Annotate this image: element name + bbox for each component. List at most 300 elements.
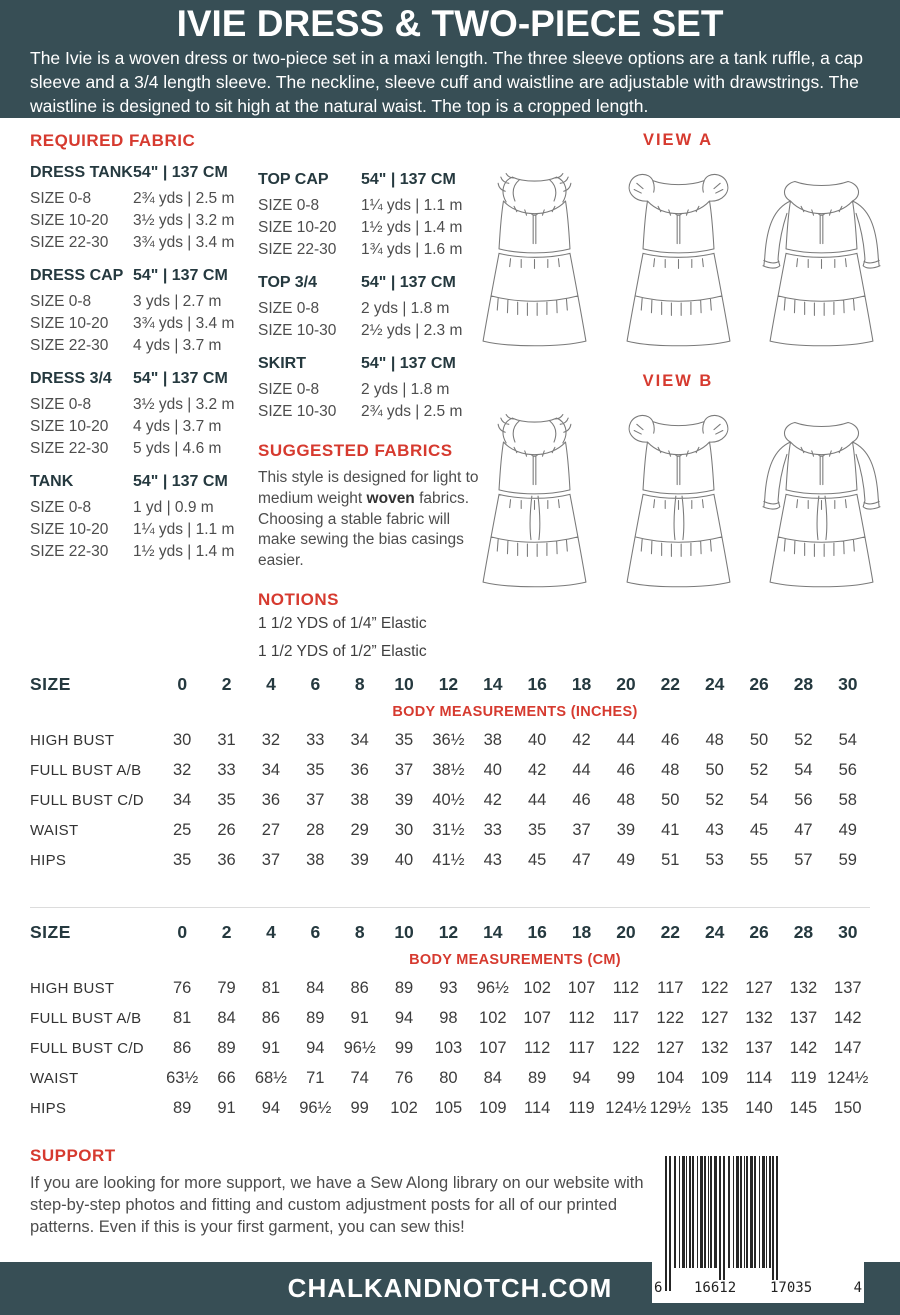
- fabric-size-range: SIZE 10-20: [30, 418, 109, 435]
- fabric-yardage-row: [258, 379, 483, 401]
- measurement-value: 147: [834, 1038, 862, 1057]
- fabric-yardage-value: 2 yds | 1.8 m: [361, 300, 450, 317]
- fabric-yardage-value: 1½ yds | 1.4 m: [361, 219, 463, 236]
- measurement-value: 54: [749, 790, 769, 809]
- fabric-item-name: DRESS CAP: [30, 267, 124, 284]
- fabric-yardage-row: [30, 291, 258, 313]
- fabric-group-skirt: [258, 355, 483, 423]
- measurement-value: 63½: [166, 1068, 199, 1087]
- measurement-value: 35: [173, 850, 192, 869]
- dress-illustration-threeq: [755, 154, 888, 358]
- fabric-width-label: 54" | 137 CM: [133, 164, 228, 181]
- fabric-size-range: SIZE 10-20: [30, 212, 109, 229]
- fabric-group-dress-tank: [30, 164, 258, 254]
- suggested-fabrics-heading: SUGGESTED FABRICS: [258, 441, 453, 460]
- fabric-column-mid-section: [258, 158, 483, 666]
- measurement-value: 117: [657, 978, 684, 997]
- size-column-4: 4: [266, 674, 276, 694]
- measurement-value: 47: [572, 850, 591, 869]
- barcode-bar: [772, 1156, 774, 1291]
- measurement-value: 117: [568, 1038, 595, 1057]
- measurement-value: 132: [700, 1038, 729, 1057]
- fabric-size-range: SIZE 0-8: [258, 381, 320, 398]
- measurement-value: 38: [483, 730, 502, 749]
- measurement-row-waist: [30, 815, 870, 845]
- measurement-value: 39: [394, 790, 414, 809]
- size-column-18: 18: [571, 674, 592, 694]
- fabric-yardage-row: [258, 217, 483, 239]
- measurement-value: 76: [394, 1068, 414, 1087]
- measurement-value: 137: [789, 1008, 818, 1027]
- measurement-value: 84: [483, 1068, 502, 1087]
- upc-barcode: [652, 1150, 864, 1303]
- fabric-width-label: 54" | 137 CM: [361, 355, 456, 372]
- measurement-row-high-bust: [30, 973, 870, 1003]
- measurement-value: 42: [483, 790, 502, 809]
- support-heading: SUPPORT: [30, 1146, 116, 1165]
- fabric-yardage-row: [30, 313, 258, 335]
- two-piece-illustration-threeq: [755, 395, 888, 599]
- size-column-26: 26: [749, 922, 769, 942]
- measurement-label: HIPS: [30, 851, 67, 869]
- barcode-bar: [769, 1156, 771, 1268]
- measurement-value: 54: [838, 730, 857, 749]
- suggested-fabrics-text-before: This style is designed for light to medium weight: [258, 469, 479, 507]
- measurement-label: HIGH BUST: [30, 979, 115, 997]
- section-label-cm: BODY MEASUREMENTS (CM): [409, 952, 621, 968]
- measurement-value: 150: [834, 1098, 862, 1117]
- measurement-value: 76: [173, 978, 192, 997]
- measurement-value: 103: [434, 1038, 463, 1057]
- view-block-view-a: [468, 131, 888, 358]
- fabric-yardage-value: 2½ yds | 2.3 m: [361, 322, 463, 339]
- measurement-value: 45: [528, 850, 547, 869]
- fabric-size-range: SIZE 10-30: [258, 322, 337, 339]
- measurement-value: 36: [261, 790, 281, 809]
- measurement-value: 57: [794, 850, 813, 869]
- fabric-size-range: SIZE 22-30: [258, 241, 337, 258]
- barcode-digit-group: 16612: [694, 1280, 737, 1296]
- fabric-width-label: 54" | 137 CM: [133, 267, 228, 284]
- measurement-value: 34: [350, 730, 369, 749]
- fabric-width-label: 54" | 137 CM: [133, 473, 228, 490]
- measurement-value: 94: [306, 1038, 325, 1057]
- required-fabric-heading: REQUIRED FABRIC: [30, 131, 196, 150]
- measurement-value: 48: [616, 790, 636, 809]
- measurement-label: FULL BUST A/B: [30, 761, 142, 779]
- measurement-row-high-bust: [30, 725, 870, 755]
- fabric-size-range: SIZE 22-30: [30, 234, 109, 251]
- measurement-value: 40: [528, 730, 547, 749]
- measurement-value: 112: [612, 978, 640, 997]
- support-section: [30, 1146, 665, 1239]
- view-label-view-a: VIEW A: [642, 131, 714, 149]
- measurement-value: 31½: [432, 820, 465, 839]
- fabric-yardage-value: 3 yds | 2.7 m: [133, 293, 222, 310]
- fabric-width-label: 54" | 137 CM: [361, 171, 456, 188]
- fabric-yardage-row: [30, 394, 258, 416]
- dress-illustration-cap: [612, 154, 745, 358]
- fabric-column-mid: [258, 171, 483, 423]
- fabric-item-name: TOP 3/4: [258, 274, 317, 291]
- fabric-group-header: [258, 274, 483, 292]
- fabric-size-range: SIZE 10-20: [30, 315, 109, 332]
- fabric-yardage-row: [258, 239, 483, 261]
- barcode-bar: [776, 1156, 778, 1291]
- fabric-group-header: [258, 171, 483, 189]
- views-section: [468, 131, 888, 613]
- two-piece-illustration-cap: [612, 395, 745, 599]
- measurement-section-row-cm: [30, 949, 870, 973]
- measurement-value: 137: [834, 978, 862, 997]
- barcode-bar: [669, 1156, 671, 1291]
- measurement-value: 52: [794, 730, 813, 749]
- barcode-bar: [714, 1156, 717, 1268]
- measurement-value: 33: [483, 820, 502, 839]
- barcode-bar: [762, 1156, 765, 1268]
- measurement-value: 84: [306, 978, 325, 997]
- measurement-row-hips: [30, 1093, 870, 1123]
- measurement-value: 41½: [432, 850, 465, 869]
- measurement-row-full-bust-c-d: [30, 785, 870, 815]
- size-column-14: 14: [483, 674, 503, 694]
- measurement-value: 58: [838, 790, 857, 809]
- size-column-28: 28: [793, 922, 814, 942]
- measurement-value: 35: [528, 820, 547, 839]
- measurement-value: 37: [572, 820, 591, 839]
- measurement-row-full-bust-a-b: [30, 755, 870, 785]
- measurement-value: 41: [661, 820, 680, 839]
- barcode-bar: [689, 1156, 691, 1268]
- fabric-size-range: SIZE 0-8: [30, 293, 92, 310]
- size-column-18: 18: [571, 922, 592, 942]
- size-column-24: 24: [704, 922, 725, 942]
- measurement-value: 135: [700, 1098, 729, 1117]
- fabric-group-header: [30, 473, 258, 491]
- barcode-digit-group: 17035: [770, 1280, 813, 1296]
- measurement-label: WAIST: [30, 821, 79, 839]
- measurement-value: 40½: [432, 790, 465, 809]
- barcode-bar: [733, 1156, 734, 1268]
- measurement-value: 99: [394, 1038, 414, 1057]
- measurement-value: 54: [794, 760, 813, 779]
- measurement-value: 107: [523, 1008, 551, 1027]
- fabric-yardage-row: [258, 320, 483, 342]
- measurement-value: 36: [350, 760, 369, 779]
- measurement-value: 112: [524, 1038, 551, 1057]
- measurement-value: 114: [524, 1098, 551, 1117]
- measurement-row-hips: [30, 845, 870, 875]
- barcode-bar: [665, 1156, 667, 1291]
- measurement-value: 39: [616, 820, 636, 839]
- measurement-row-waist: [30, 1063, 870, 1093]
- required-fabric-section: [30, 131, 258, 563]
- barcode-bar: [682, 1156, 685, 1268]
- fabric-size-range: SIZE 22-30: [30, 337, 109, 354]
- size-column-6: 6: [310, 674, 321, 694]
- table-divider-line: [30, 907, 870, 908]
- measurement-value: 89: [306, 1008, 325, 1027]
- size-column-16: 16: [527, 922, 547, 942]
- measurement-value: 49: [838, 820, 857, 839]
- fabric-group-header: [30, 267, 258, 285]
- measurement-value: 50: [661, 790, 680, 809]
- fabric-size-range: SIZE 10-20: [258, 219, 337, 236]
- website-url: CHALKANDNOTCH.COM: [287, 1273, 613, 1303]
- measurement-value: 98: [439, 1008, 458, 1027]
- size-table-cm: [30, 912, 870, 1123]
- measurement-value: 34: [261, 760, 281, 779]
- size-column-0: 0: [177, 674, 188, 694]
- measurement-value: 28: [306, 820, 325, 839]
- fabric-yardage-row: [30, 188, 258, 210]
- size-column-8: 8: [354, 674, 365, 694]
- barcode-bar: [679, 1156, 680, 1268]
- barcode-digit: 6: [654, 1280, 663, 1296]
- measurement-value: 26: [217, 820, 236, 839]
- measurement-value: 119: [790, 1068, 817, 1087]
- size-column-0: 0: [177, 922, 188, 942]
- fabric-yardage-value: 3¾ yds | 3.4 m: [133, 234, 235, 251]
- measurement-value: 31: [217, 730, 236, 749]
- fabric-yardage-value: 2¾ yds | 2.5 m: [361, 403, 463, 420]
- measurement-value: 107: [479, 1038, 507, 1057]
- measurement-value: 71: [306, 1068, 325, 1087]
- measurement-value: 107: [567, 978, 596, 997]
- measurement-label: FULL BUST A/B: [30, 1009, 142, 1027]
- size-column-24: 24: [704, 674, 725, 694]
- measurement-value: 96½: [476, 978, 509, 997]
- measurement-value: 94: [261, 1098, 281, 1117]
- measurement-value: 124½: [827, 1068, 869, 1087]
- fabric-item-name: DRESS TANK: [30, 164, 133, 181]
- fabric-yardage-row: [30, 416, 258, 438]
- measurement-value: 68½: [254, 1068, 287, 1087]
- measurement-value: 109: [700, 1068, 729, 1087]
- barcode-bar: [744, 1156, 745, 1268]
- barcode-bar: [710, 1156, 712, 1268]
- pattern-description: The Ivie is a woven dress or two-piece set in a maxi length. The three sleeve options are a tank ruffle, a cap sleeve and a 3/4 length sleeve. The neckline, sleeve cuff and waistline are adjustable with drawstrings. The waistline is designed to sit high at the natural waist. The top is a cropped length.: [30, 48, 863, 116]
- fabric-item-name: DRESS 3/4: [30, 370, 112, 387]
- measurement-value: 80: [439, 1068, 458, 1087]
- measurement-value: 132: [789, 978, 818, 997]
- barcode-bars: [665, 1156, 778, 1296]
- size-column-16: 16: [527, 674, 547, 694]
- measurement-row-full-bust-a-b: [30, 1003, 870, 1033]
- measurement-value: 91: [261, 1038, 281, 1057]
- fabric-size-range: SIZE 0-8: [30, 190, 92, 207]
- fabric-size-range: SIZE 0-8: [30, 499, 92, 516]
- fabric-size-range: SIZE 0-8: [30, 396, 92, 413]
- measurement-value: 124½: [605, 1098, 647, 1117]
- measurement-value: 32: [261, 730, 281, 749]
- page-title: IVIE DRESS & TWO-PIECE SET: [176, 3, 724, 44]
- view-a-illustrations: [468, 154, 888, 358]
- fabric-yardage-value: 1¼ yds | 1.1 m: [133, 521, 235, 538]
- fabric-yardage-value: 4 yds | 3.7 m: [133, 337, 222, 354]
- measurement-value: 102: [523, 978, 551, 997]
- fabric-yardage-row: [30, 232, 258, 254]
- fabric-width-label: 54" | 137 CM: [133, 370, 228, 387]
- fabric-group-dress-cap: [30, 267, 258, 357]
- size-column-4: 4: [266, 922, 276, 942]
- measurement-value: 96½: [299, 1098, 332, 1117]
- barcode-bar: [759, 1156, 760, 1268]
- fabric-yardage-value: 2 yds | 1.8 m: [361, 381, 450, 398]
- size-column-22: 22: [660, 922, 681, 942]
- measurement-value: 37: [306, 790, 325, 809]
- measurement-label: HIPS: [30, 1099, 67, 1117]
- fabric-yardage-value: 3½ yds | 3.2 m: [133, 396, 235, 413]
- measurement-value: 109: [479, 1098, 507, 1117]
- measurement-value: 127: [656, 1038, 685, 1057]
- size-header-label: SIZE: [30, 674, 71, 694]
- measurement-value: 50: [749, 730, 769, 749]
- fabric-yardage-value: 1¼ yds | 1.1 m: [361, 197, 463, 214]
- size-header-row-inches: [30, 664, 870, 701]
- measurement-value: 42: [572, 730, 591, 749]
- size-column-10: 10: [394, 674, 414, 694]
- measurement-value: 43: [705, 820, 724, 839]
- view-label-view-b: VIEW B: [642, 372, 714, 390]
- measurement-value: 33: [306, 730, 325, 749]
- barcode-bar: [723, 1156, 725, 1291]
- measurement-value: 102: [479, 1008, 507, 1027]
- measurement-value: 33: [217, 760, 236, 779]
- measurement-value: 44: [572, 760, 591, 779]
- measurement-value: 38½: [432, 760, 465, 779]
- measurement-value: 93: [439, 978, 458, 997]
- barcode-bar: [700, 1156, 703, 1268]
- measurement-value: 48: [705, 730, 724, 749]
- measurement-value: 50: [705, 760, 724, 779]
- measurement-value: 53: [705, 850, 724, 869]
- measurement-value: 56: [838, 760, 857, 779]
- size-column-12: 12: [438, 922, 459, 942]
- measurement-value: 89: [173, 1098, 192, 1117]
- measurement-value: 46: [572, 790, 591, 809]
- fabric-group-header: [258, 355, 483, 373]
- notion-item: 1 1/2 YDS of 1/2” Elastic: [258, 642, 427, 660]
- measurement-value: 99: [350, 1098, 369, 1117]
- fabric-yardage-value: 2¾ yds | 2.5 m: [133, 190, 235, 207]
- barcode-bar: [750, 1156, 753, 1268]
- measurement-value: 59: [838, 850, 857, 869]
- measurement-value: 40: [483, 760, 502, 779]
- fabric-yardage-row: [30, 497, 258, 519]
- fabric-yardage-value: 1¾ yds | 1.6 m: [361, 241, 463, 258]
- measurement-value: 112: [568, 1008, 595, 1027]
- measurement-value: 122: [612, 1038, 640, 1057]
- fabric-item-name: SKIRT: [258, 355, 306, 372]
- fabric-item-name: TANK: [30, 473, 74, 490]
- measurement-value: 46: [661, 730, 680, 749]
- measurement-value: 32: [173, 760, 192, 779]
- measurement-value: 94: [572, 1068, 591, 1087]
- measurement-value: 42: [528, 760, 547, 779]
- barcode-bar: [766, 1156, 767, 1268]
- fabric-yardage-value: 5 yds | 4.6 m: [133, 440, 222, 457]
- fabric-yardage-row: [258, 298, 483, 320]
- section-spacer-cell: [30, 949, 160, 973]
- size-header-row-cm: [30, 912, 870, 949]
- fabric-yardage-value: 3½ yds | 3.2 m: [133, 212, 235, 229]
- size-column-22: 22: [660, 674, 681, 694]
- measurement-value: 81: [261, 978, 281, 997]
- measurement-value: 55: [749, 850, 769, 869]
- fabric-yardage-row: [30, 541, 258, 563]
- fabric-yardage-value: 1½ yds | 1.4 m: [133, 543, 235, 560]
- measurement-value: 46: [616, 760, 636, 779]
- fabric-yardage-row: [258, 195, 483, 217]
- section-spacer-cell: [30, 701, 160, 725]
- size-column-20: 20: [616, 674, 636, 694]
- size-table-inches: [30, 664, 870, 875]
- measurement-value: 38: [350, 790, 369, 809]
- measurement-value: 36: [217, 850, 236, 869]
- measurement-value: 35: [306, 760, 325, 779]
- measurement-value: 117: [612, 1008, 640, 1027]
- measurement-value: 137: [745, 1038, 773, 1057]
- fabric-group-top-3-4: [258, 274, 483, 342]
- measurement-value: 49: [616, 850, 636, 869]
- size-header-label: SIZE: [30, 922, 71, 942]
- barcode-bar: [728, 1156, 730, 1268]
- measurement-value: 30: [394, 820, 414, 839]
- measurement-label: FULL BUST C/D: [30, 791, 144, 809]
- barcode-bar: [692, 1156, 694, 1268]
- measurement-value: 44: [528, 790, 547, 809]
- measurement-value: 48: [661, 760, 680, 779]
- barcode-bar: [704, 1156, 706, 1268]
- barcode-bar: [686, 1156, 687, 1268]
- measurement-value: 74: [350, 1068, 369, 1087]
- measurement-value: 104: [656, 1068, 685, 1087]
- notions-heading: NOTIONS: [258, 589, 339, 609]
- measurement-value: 37: [394, 760, 414, 779]
- view-b-illustrations: [468, 395, 888, 599]
- dress-illustration-tank: [468, 154, 601, 358]
- measurement-value: 51: [661, 850, 680, 869]
- barcode-bar: [736, 1156, 739, 1268]
- measurement-row-full-bust-c-d: [30, 1033, 870, 1063]
- fabric-group-header: [30, 164, 258, 182]
- barcode-bar: [746, 1156, 748, 1268]
- measurement-value: 44: [616, 730, 636, 749]
- measurement-label: WAIST: [30, 1069, 79, 1087]
- measurement-value: 127: [745, 978, 773, 997]
- measurement-value: 89: [217, 1038, 236, 1057]
- measurement-value: 140: [745, 1098, 773, 1117]
- barcode-bar: [674, 1156, 676, 1268]
- measurement-value: 35: [394, 730, 414, 749]
- size-column-6: 6: [310, 922, 321, 942]
- fabric-yardage-row: [30, 519, 258, 541]
- fabric-size-range: SIZE 22-30: [30, 440, 109, 457]
- fabric-group-header: [30, 370, 258, 388]
- measurement-value: 132: [745, 1008, 773, 1027]
- view-block-view-b: [468, 372, 888, 599]
- fabric-yardage-value: 4 yds | 3.7 m: [133, 418, 222, 435]
- measurement-value: 56: [794, 790, 813, 809]
- fabric-group-tank: [30, 473, 258, 563]
- measurement-value: 102: [390, 1098, 418, 1117]
- fabric-size-range: SIZE 0-8: [258, 300, 320, 317]
- fabric-size-range: SIZE 10-30: [258, 403, 337, 420]
- measurement-value: 86: [350, 978, 369, 997]
- measurement-value: 127: [700, 1008, 729, 1027]
- size-column-14: 14: [483, 922, 503, 942]
